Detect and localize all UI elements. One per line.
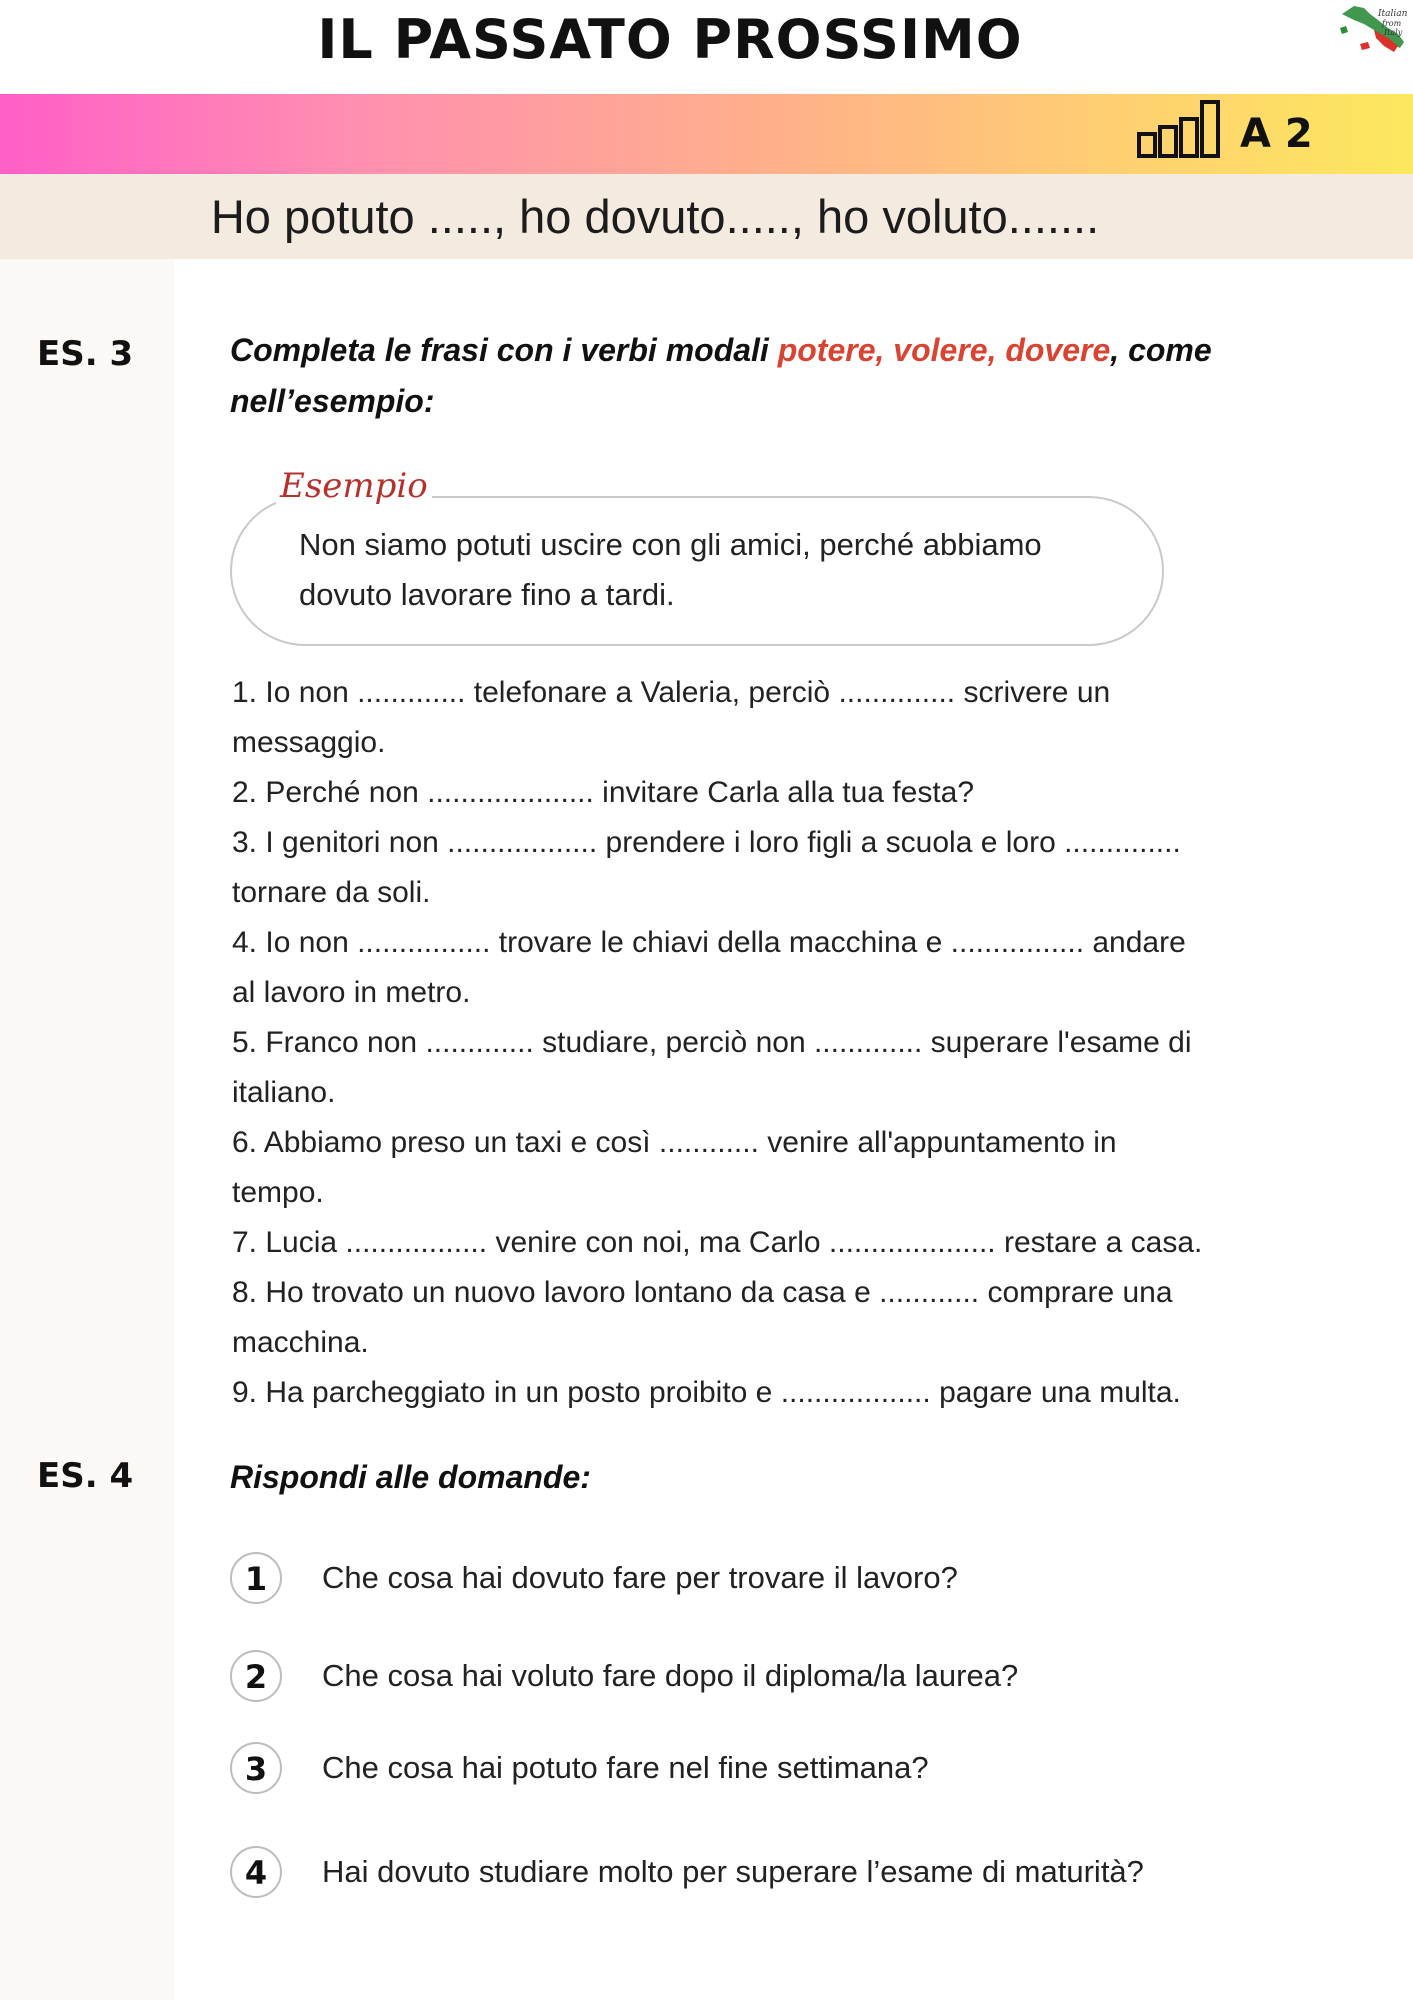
instruction-highlight: potere, volere, dovere — [777, 332, 1111, 368]
sentence-line: 4. Io non ................ trovare le chiavi della macchina e ................ andare — [232, 926, 1186, 959]
page-title: IL PASSATO PROSSIMO — [317, 8, 1023, 71]
sentence-line: 1. Io non ............. telefonare a Valeria, perciò .............. scrivere un — [232, 676, 1111, 709]
question-number-badge: 2 — [230, 1650, 282, 1702]
svg-text:Italy: Italy — [1384, 28, 1403, 37]
question-number-badge: 1 — [230, 1552, 282, 1604]
subtitle: Ho potuto ....., ho dovuto....., ho voluto....... — [210, 190, 1100, 243]
sentence-line: 5. Franco non ............. studiare, perciò non ............. superare l'esame di — [232, 1026, 1192, 1059]
sentence-line: al lavoro in metro. — [232, 976, 471, 1009]
sentence-line: tornare da soli. — [232, 876, 431, 909]
sentence-line: messaggio. — [232, 726, 386, 759]
sentence-line: 9. Ha parcheggiato in un posto proibito e .................. pagare una multa. — [232, 1376, 1181, 1409]
exercise-3-label: ES. 3 — [37, 334, 134, 374]
question-text: Che cosa hai dovuto fare per trovare il lavoro? — [322, 1560, 958, 1595]
svg-text:Italian: Italian — [1378, 9, 1408, 19]
instruction-line-2: nell’esempio: — [230, 383, 435, 419]
level-badge: A 2 — [1240, 111, 1313, 157]
exercise-4-label: ES. 4 — [37, 1456, 134, 1496]
sentence-line: italiano. — [232, 1076, 336, 1109]
example-line: dovuto lavorare fino a tardi. — [299, 577, 675, 612]
example-label: Esempio — [276, 466, 432, 506]
sentence-line: tempo. — [232, 1176, 324, 1209]
question-number-badge: 4 — [230, 1846, 282, 1898]
sentence-line: 8. Ho trovato un nuovo lavoro lontano da casa e ............ comprare una — [232, 1276, 1173, 1309]
question-text: Hai dovuto studiare molto per superare l’esame di maturità? — [322, 1854, 1144, 1889]
exercise-4-instruction: Rispondi alle domande: — [230, 1459, 591, 1495]
left-margin-strip — [0, 259, 174, 2000]
sentence-line: macchina. — [232, 1326, 369, 1359]
example-text — [299, 520, 1139, 620]
svg-text:from: from — [1382, 19, 1402, 28]
level-bars-icon — [1136, 94, 1226, 174]
question-number-badge: 3 — [230, 1742, 282, 1794]
sentence-line: 2. Perché non .................... invitare Carla alla tua festa? — [232, 776, 975, 809]
italy-flag-logo — [1334, 0, 1413, 56]
exercise-3-instruction — [230, 325, 1360, 427]
instruction-text-end: , come — [1110, 332, 1212, 368]
sentence-line: 7. Lucia ................. venire con noi, ma Carlo .................... restare a casa. — [232, 1226, 1203, 1259]
exercise-3-sentences — [232, 668, 1312, 1418]
sentence-line: 6. Abbiamo preso un taxi e così ............ venire all'appuntamento in — [232, 1126, 1117, 1159]
sentence-line: 3. I genitori non .................. prendere i loro figli a scuola e loro .............. — [232, 826, 1181, 859]
example-line: Non siamo potuti uscire con gli amici, perché abbiamo — [299, 527, 1042, 562]
question-text: Che cosa hai voluto fare dopo il diploma/la laurea? — [322, 1658, 1019, 1693]
instruction-text: Completa le frasi con i verbi modali — [230, 332, 778, 368]
question-text: Che cosa hai potuto fare nel fine settimana? — [322, 1750, 929, 1785]
